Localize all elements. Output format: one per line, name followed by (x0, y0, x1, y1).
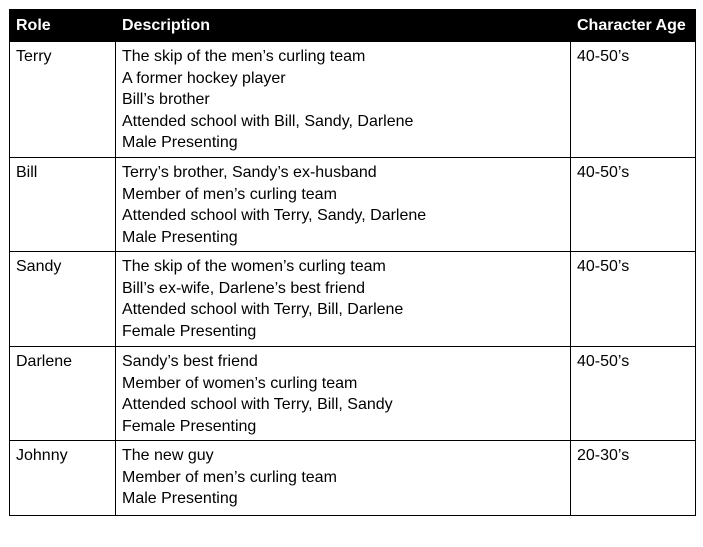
age-cell: 20-30’s (571, 441, 696, 516)
table-row-sandy (10, 252, 696, 347)
role-cell: Bill (10, 158, 116, 252)
description-cell (116, 347, 571, 441)
description-line: The new guy (122, 447, 214, 464)
description-line: Sandy’s best friend (122, 353, 258, 370)
description-cell (116, 252, 571, 347)
header-character-age: Character Age (571, 10, 696, 42)
description-line: Attended school with Terry, Bill, Darlene (122, 301, 404, 318)
role-cell: Darlene (10, 347, 116, 441)
description-line: Female Presenting (122, 417, 257, 435)
table-row-bill (10, 158, 696, 252)
description-line: Male Presenting (122, 228, 238, 246)
description-line: The skip of the women’s curling team (122, 258, 386, 275)
age-cell: 40-50’s (571, 347, 696, 441)
table-body (10, 42, 696, 516)
character-table-container (9, 9, 696, 516)
role-cell: Johnny (10, 441, 116, 516)
description-cell (116, 42, 571, 158)
character-table (9, 9, 696, 516)
age-cell: 40-50’s (571, 158, 696, 252)
description-line: Member of women’s curling team (122, 374, 358, 392)
description-line: Attended school with Terry, Bill, Sandy (122, 396, 393, 413)
description-line: Terry’s brother, Sandy’s ex-husband (122, 164, 377, 181)
description-line: Member of men’s curling team (122, 468, 337, 486)
description-line: Bill’s brother (122, 91, 210, 108)
description-line: Male Presenting (122, 134, 238, 151)
table-row-johnny (10, 441, 696, 516)
description-line: Member of men’s curling team (122, 185, 337, 203)
description-line: Male Presenting (122, 490, 238, 507)
header-role: Role (10, 10, 116, 42)
description-line: Attended school with Terry, Sandy, Darlene (122, 207, 427, 224)
description-cell (116, 441, 571, 516)
table-row-darlene (10, 347, 696, 441)
role-cell: Terry (10, 42, 116, 158)
description-line: Attended school with Bill, Sandy, Darlene (122, 112, 414, 130)
description-line: Bill’s ex-wife, Darlene’s best friend (122, 279, 366, 297)
age-cell: 40-50’s (571, 252, 696, 347)
header-row (10, 10, 696, 42)
description-cell (116, 158, 571, 252)
table-row-terry (10, 42, 696, 158)
description-line: The skip of the men’s curling team (122, 48, 366, 65)
description-line: Female Presenting (122, 322, 257, 340)
role-cell: Sandy (10, 252, 116, 347)
description-line: A former hockey player (122, 69, 286, 87)
table-header (10, 10, 696, 42)
age-cell: 40-50’s (571, 42, 696, 158)
header-description: Description (116, 10, 571, 42)
